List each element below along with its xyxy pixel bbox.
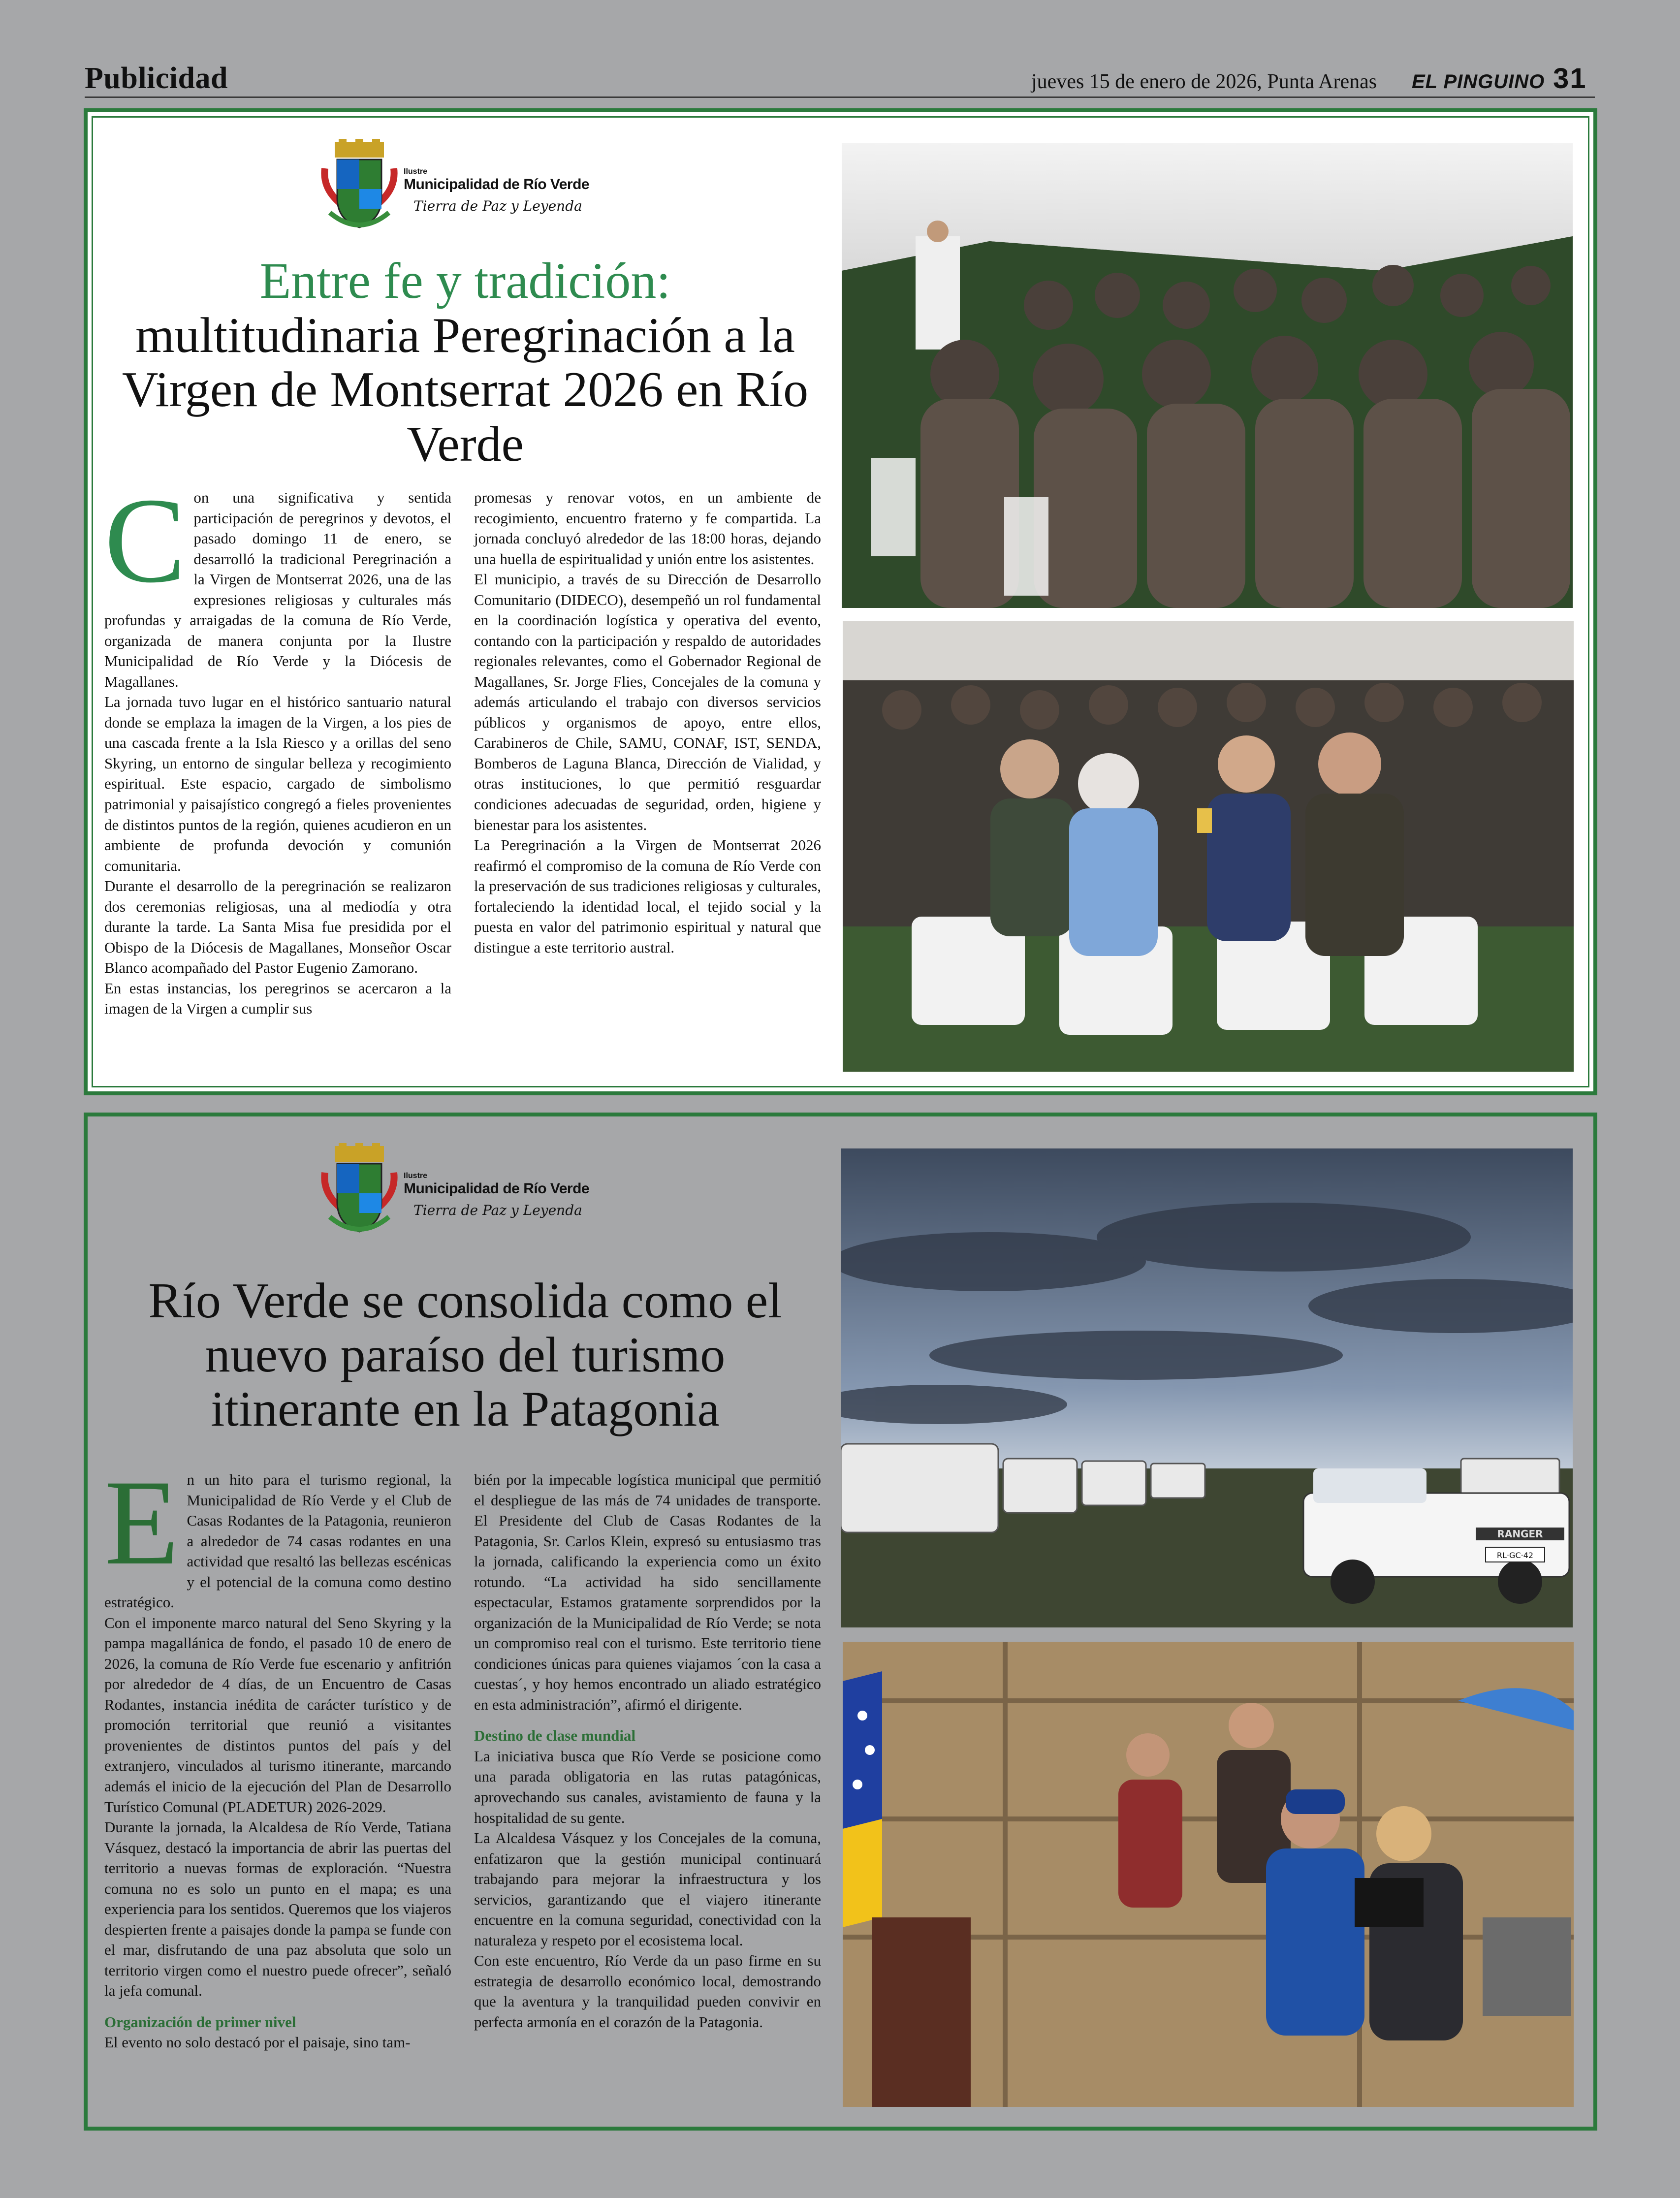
coat-of-arms-icon	[320, 1143, 399, 1242]
paragraph: La Alcaldesa Vásquez y los Concejales de la comuna, enfatizaron que la gestión municipal continuará trabajando para mejorar la infraestructura y los servicios, garantizando que el viajero itinerante encuentre en la comuna seguridad, conectividad con la naturaleza y respeto por el ecosistema local.	[474, 1829, 821, 1949]
paragraph: bién por la impecable logística municipal que permitió el despliegue de las más de 74 unidades de transporte. El Presidente del Club de Casas Rodantes de la Patagonia, Sr. Carlos Klein, expresó su entusiasmo tras la jornada, calificando la experiencia como un éxito rotundo. “La actividad ha sido sencillamente espectacular, Estamos gratamente sorprendidos por la organización de la Municipalidad de Río Verde; se nota un compromiso real con el turismo. Este territorio tiene condiciones únicas para quienes viajamos ´con la casa a cuestas´, y hoy hemos encontrado un aliado estratégico en esta administración”, afirmó el dirigente.	[474, 1471, 821, 1713]
paragraph: La Peregrinación a la Virgen de Montserrat 2026 reafirmó el compromiso de la comuna de Río Verde con la preservación de sus tradiciones religiosas y culturales, fortaleciendo la identidad local, el tejido social y la puesta en valor del patrimonio espiritual y natural que distingue a este territorio austral.	[474, 836, 821, 956]
paragraph: Con este encuentro, Río Verde da un paso firme en su estrategia de desarrollo económico local, demostrando que la aventura y la tranquilidad pueden convivir en perfecta armonía en el corazón de la Patagonia.	[474, 1952, 821, 2031]
paragraph: El municipio, a través de su Dirección de Desarrollo Comunitario (DIDECO), desempeñó un rol fundamental en la coordinación logística y operativa del evento, contando con la participación y respaldo de autoridades regionales relevantes, como el Gobernador Regional de Magallanes, Sr. Jorge Flies, Concejales de la comuna y además articulando el trabajo con diversos servicios públicos y organismos de apoyo, entre ellos, Carabineros de Chile, SAMU, CONAF, IST, SENDA, Bomberos de Laguna Blanca, Dirección de Vialidad, y otras instituciones, lo que permitió resguardar condiciones adecuadas de seguridad, orden, higiene y bienestar para los asistentes.	[474, 571, 821, 833]
photo-motorhomes-pampa	[841, 1148, 1573, 1627]
date-location: jueves 15 de enero de 2026, Punta Arenas	[1031, 70, 1377, 93]
article1-dropcap: C	[104, 473, 186, 608]
article1-headline	[106, 254, 824, 472]
municipality-logo	[320, 1143, 615, 1242]
paragraph: on una significativa y sentida participación de peregrinos y devotos, el pasado domingo 11 de enero, se desarrolló la tradicional Peregrinación a la Virgen de Montserrat 2026, una de las expresiones religiosas y culturales más profundas y arraigadas de la comuna de Río Verde, organizada de manera conjunta por la Ilustre Municipalidad de Río Verde y la Diócesis de Magallanes.	[104, 489, 451, 690]
logo-name: Municipalidad de Río Verde	[404, 1180, 590, 1197]
logo-tagline: Tierra de Paz y Leyenda	[413, 198, 582, 214]
logo-name: Municipalidad de Río Verde	[404, 176, 590, 192]
article2-title: Río Verde se consolida como el nuevo paraíso del turismo itinerante en la Patagonia	[148, 1273, 782, 1437]
article1-column-2	[474, 487, 821, 957]
article2-column-2	[474, 1469, 821, 2032]
paragraph: La jornada tuvo lugar en el histórico santuario natural donde se emplaza la imagen de la Virgen, a los pies de una cascada frente a la Isla Riesco y a orillas del seno Skyring, un entorno de singular belleza y recogimiento espiritual. Este espacio, cargado de simbolismo patrimonial y paisajístico congregó a fieles provenientes de distintos puntos de la región, quienes acudieron en un ambiente de profunda devoción y comunión comunitaria.	[104, 693, 451, 874]
article1-title: multitudinaria Peregrinación a la Virgen de Montserrat 2026 en Río Verde	[122, 308, 809, 472]
paragraph: Durante el desarrollo de la peregrinación se realizaron dos ceremonias religiosas, una al mediodía y otra durante la tarde. La Santa Misa fue presidida por el Obispo de la Diócesis de Magallanes, Monseñor Oscar Blanco acompañado del Pastor Eugenio Zamorano.	[104, 877, 451, 977]
paragraph: Durante la jornada, la Alcaldesa de Río Verde, Tatiana Vásquez, destacó la importancia de abrir las puertas del territorio a nuevas formas de exploración. “Nuestra comuna no es solo un punto en el mapa; es una experiencia para los sentidos. Queremos que los viajeros despierten frente a paisajes donde la pampa se funde con el mar, disfrutando de una paz absoluta que solo un territorio virgen como el nuestro puede ofrecer”, señaló la jefa comunal.	[104, 1818, 451, 2000]
logo-tagline: Tierra de Paz y Leyenda	[413, 1202, 582, 1218]
article2-column-1	[104, 1455, 451, 2053]
coat-of-arms-icon	[320, 139, 399, 237]
municipality-logo	[320, 139, 615, 237]
newspaper-name: EL PINGUINO	[1412, 71, 1545, 93]
subheading: Destino de clase mundial	[474, 1727, 636, 1745]
paragraph: n un hito para el turismo regional, la Municipalidad de Río Verde y el Club de Casas Rodantes de la Patagonia, reunieron a alrededor de 74 casas rodantes en una actividad que resaltó las bellezas escénicas y el potencial de la comuna como destino estratégico.	[104, 1471, 451, 1611]
header-rule	[85, 96, 1595, 98]
paragraph: Con el imponente marco natural del Seno Skyring y la pampa magallánica de fondo, el pasado 10 de enero de 2026, la comuna de Río Verde fue escenario y anfitrión por alrededor de 4 días, de un Encuentro de Casas Rodantes, instancia inédita de carácter turístico y de promoción territorial que reunió a visitantes provenientes de distintos puntos del país y del extranjero, vinculados al turismo itinerante, marcando además el inicio de la ejecución del Plan de Desarrollo Turístico Comunal (PLADETUR) 2026-2029.	[104, 1614, 451, 1816]
section-title: Publicidad	[85, 62, 228, 95]
subheading: Organización de primer nivel	[104, 2013, 296, 2031]
paragraph: El evento no solo destacó por el paisaje, sino tam-	[104, 2034, 411, 2051]
logo-small-text: Ilustre	[404, 167, 428, 176]
article2-dropcap: E	[104, 1455, 179, 1590]
article1-column-1	[104, 473, 451, 1019]
photo-seated-attendees	[843, 621, 1574, 1072]
license-plate: RL·GC·42	[1496, 1551, 1534, 1560]
paragraph: promesas y renovar votos, en un ambiente de recogimiento, encuentro fraterno y fe compartida. La jornada concluyó alrededor de las 18:00 horas, dejando una huella de espiritualidad y unión entre los asistentes.	[474, 489, 821, 568]
paragraph: La iniciativa busca que Río Verde se posicione como una parada obligatoria en las rutas patagónicas, aprovechando sus canales, avistamiento de fauna y la hospitalidad de su gente.	[474, 1747, 821, 1826]
paragraph: En estas instancias, los peregrinos se acercaron a la imagen de la Virgen a cumplir sus	[104, 979, 451, 1018]
page-number: 31	[1553, 63, 1587, 95]
photo-award-ceremony	[843, 1642, 1574, 2107]
article1-kicker: Entre fe y tradición:	[259, 253, 671, 309]
photo-mass-crowd	[842, 143, 1573, 608]
truck-badge: RANGER	[1497, 1528, 1543, 1540]
logo-small-text: Ilustre	[404, 1172, 428, 1180]
